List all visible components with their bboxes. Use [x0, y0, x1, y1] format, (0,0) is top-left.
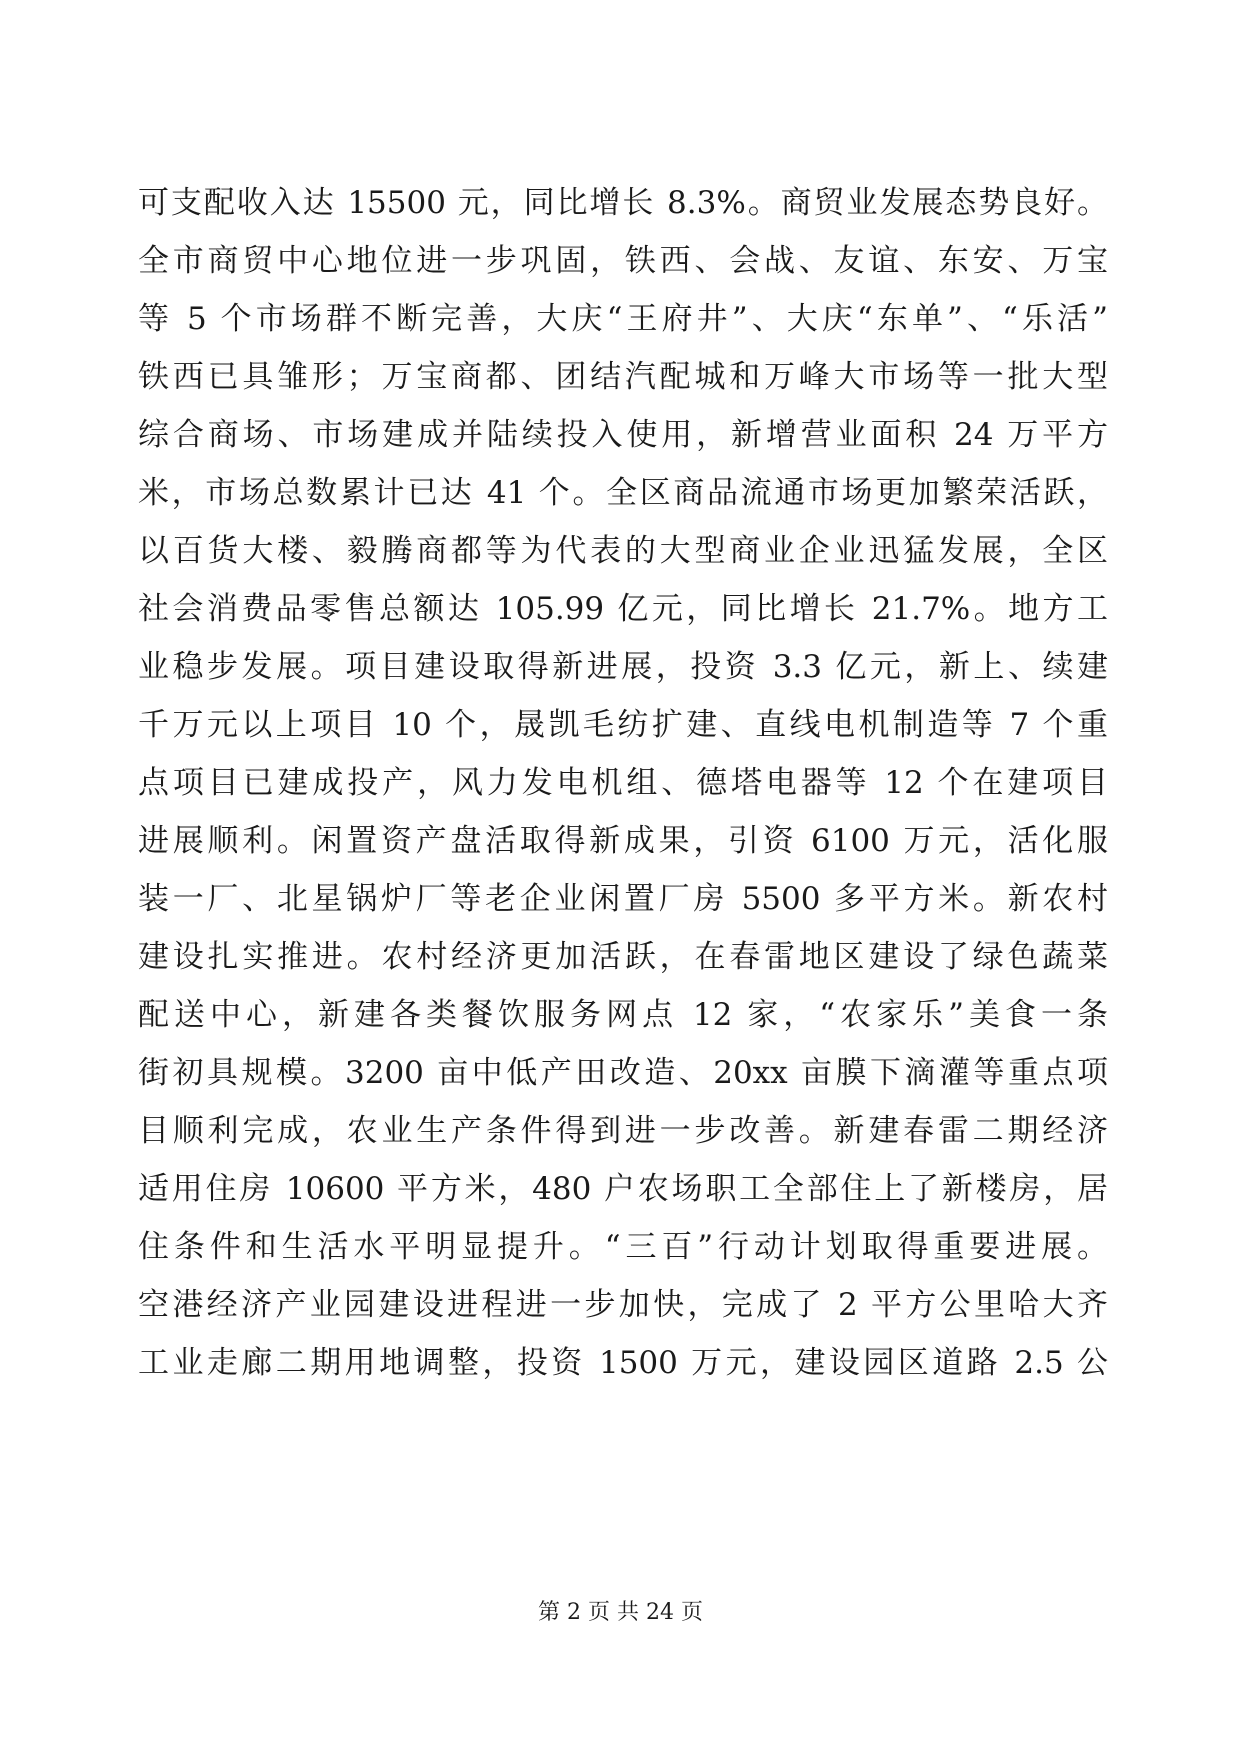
text-line: 社会消费品零售总额达 105.99 亿元，同比增长 21.7%。地方工	[138, 591, 1108, 627]
text-line: 适用住房 10600 平方米，480 户农场职工全部住上了新楼房，居	[138, 1171, 1108, 1207]
text-line: 等 5 个市场群不断完善，大庆“王府井”、大庆“东单”、“乐活”	[138, 301, 1108, 337]
text-line: 米，市场总数累计已达 41 个。全区商品流通市场更加繁荣活跃，	[138, 475, 1108, 511]
text-line: 街初具规模。3200 亩中低产田改造、20xx 亩膜下滴灌等重点项	[138, 1055, 1108, 1091]
text-line: 可支配收入达 15500 元，同比增长 8.3%。商贸业发展态势良好。	[138, 185, 1108, 221]
text-line: 千万元以上项目 10 个，晟凯毛纺扩建、直线电机制造等 7 个重	[138, 707, 1108, 743]
text-line: 配送中心，新建各类餐饮服务网点 12 家，“农家乐”美食一条	[138, 997, 1108, 1033]
text-line: 铁西已具雏形；万宝商都、团结汽配城和万峰大市场等一批大型	[138, 359, 1108, 395]
text-line: 进展顺利。闲置资产盘活取得新成果，引资 6100 万元，活化服	[138, 823, 1108, 859]
text-line: 点项目已建成投产，风力发电机组、德塔电器等 12 个在建项目	[138, 765, 1108, 801]
body-paragraph	[138, 174, 1108, 1392]
text-line: 全市商贸中心地位进一步巩固，铁西、会战、友谊、东安、万宝	[138, 243, 1108, 279]
text-line: 目顺利完成，农业生产条件得到进一步改善。新建春雷二期经济	[138, 1113, 1108, 1149]
page-number-footer: 第 2 页 共 24 页	[538, 1600, 703, 1625]
text-line: 装一厂、北星锅炉厂等老企业闲置厂房 5500 多平方米。新农村	[138, 881, 1108, 917]
text-line: 工业走廊二期用地调整，投资 1500 万元，建设园区道路 2.5 公	[138, 1345, 1108, 1381]
text-line: 住条件和生活水平明显提升。“三百”行动计划取得重要进展。	[138, 1229, 1108, 1265]
text-line: 综合商场、市场建成并陆续投入使用，新增营业面积 24 万平方	[138, 417, 1108, 453]
text-line: 空港经济产业园建设进程进一步加快，完成了 2 平方公里哈大齐	[138, 1287, 1108, 1323]
text-line: 业稳步发展。项目建设取得新进展，投资 3.3 亿元，新上、续建	[138, 649, 1108, 685]
text-line: 以百货大楼、毅腾商都等为代表的大型商业企业迅猛发展，全区	[138, 533, 1108, 569]
text-line: 建设扎实推进。农村经济更加活跃，在春雷地区建设了绿色蔬菜	[138, 939, 1108, 975]
